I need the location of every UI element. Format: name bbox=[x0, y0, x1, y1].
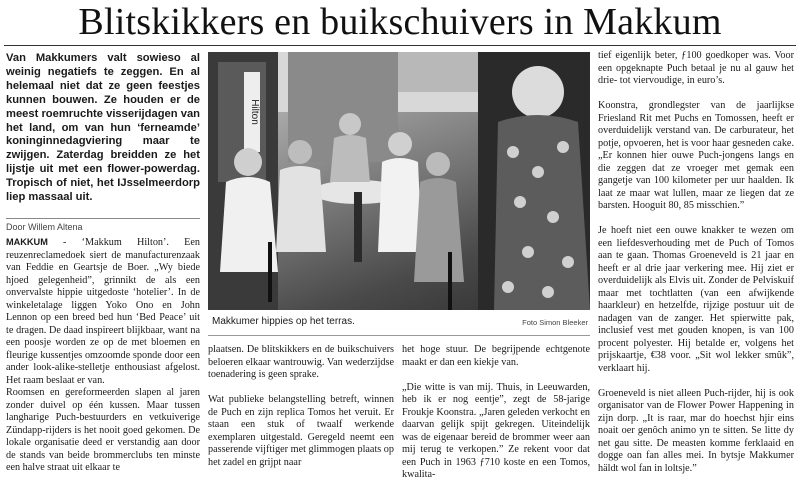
column-1 bbox=[6, 236, 200, 490]
column-4-paragraph-4: Groeneveld is niet alleen Puch-rijder, hij is ook organisator van de Flower Power Happening in zijn dorp. „It is raar, mar do hoechst hjir eins noait oer genôch animo yn te sitten. Se litte dy net gau sitte. De measten komme ferklaaid en dogge oan fan alles mei. In bytsje Makkumer häldt wol fan in loltsje.” bbox=[598, 387, 794, 474]
hotel-sign-text: Hilton bbox=[249, 99, 260, 125]
column-4-paragraph-1: tief eigenlijk beter, ƒ100 goedkoper was. Voor een opgeknapte Puch betaal je nu al gauw het drie- tot viervoudige, in euro’s. bbox=[598, 50, 794, 86]
photo-credit: Foto Simon Bleeker bbox=[522, 318, 588, 327]
column-2-paragraph-1: plaatsen. De blitskikkers en de buikschuivers beloeren elkaar wantrouwig. Van wederzijdse toenadering is geen sprake. bbox=[208, 344, 394, 380]
lead-paragraph: Van Makkumers valt sowieso al weinig negatiefs te zeggen. En al helemaal niet dat ze geen feestjes kunnen bouwen. Ze houden er de meest roemruchte visserijdagen van het land, om van hun ‘ferneamde’ koninginnedagviering maar te zwijgen. Zaterdag breidden ze het lijstje uit met een flower-powerdag. Tropisch of niet, het IJsselmeerdorp liep massaal uit. bbox=[6, 52, 201, 204]
photo-caption: Makkumer hippies op het terras. bbox=[212, 316, 355, 327]
column-2-paragraph-2: Wat publieke belangstelling betreft, winnen de Puch en zijn replica Tomos het veruit. Er staan een stuk of twaalf werkende exemplaren uitgestald. Geregeld neemt een passerende vijftiger met glimmogen plaats op het zadel en grijpt naar bbox=[208, 394, 394, 468]
column-3-paragraph-2: „Die witte is van mij. Thuis, in Leeuwarden, heb ik er nog eentje”, zegt de 58-jarige Froukje Koonstra. „Jaren geleden verkocht en daarvan gelijk spijt gekregen. Uiteindelijk was de eigenaar bereid de brommer weer aan mij terug te verkopen.” Ze rekent voor dat een Puch in 1963 ƒ710 koste en een Tomos, kwalita- bbox=[402, 381, 590, 480]
headline-rule bbox=[4, 45, 796, 46]
byline: Door Willem Altena bbox=[6, 222, 83, 232]
column-4-paragraph-2: Koonstra, grondlegster van de jaarlijkse Friesland Rit met Puchs en Tomossen, heeft er overduidelijk verstand van. De carburateur, het potje, opvoeren, het is voor haar gesneden cake. „Er konnen hier ouwe Puch-jongens langs en die zeggen dat ze vroeger met gemak een gangetje van 100 kilometer per uur haalden. Ik laat ze maar wat lullen, maar ze liegen dat ze barsten. Hooguit 80, 85 misschien.” bbox=[598, 100, 794, 211]
byline-rule bbox=[6, 218, 200, 219]
dateline: MAKKUM bbox=[6, 237, 48, 247]
column-4 bbox=[598, 50, 794, 490]
column-4-paragraph-3: Je hoeft niet een ouwe knakker te wezen om een liefdesverhouding met de Puch of Tomos aan te gaan. Thomas Groeneveld is 21 jaar en heeft er al drie jaar verkering mee. Hij ziet er overduidelijk als Elvis uit. Zonder de Pelviskuif maar met tochtlatten (van een afwijkende haarkleur) en hetzelfde, rijzige postuur uit de nadagen van de zanger. Het spierwitte pak, inclusief vest met gouden knopen, is van 100 procent polyester. Hij betalde er, volgens het prijskaartje, €38 voor. „Sit wol lekker smûk”, verklaart hij. bbox=[598, 225, 794, 374]
photo-illustration bbox=[208, 52, 590, 310]
column-1-paragraph-2: Roomsen en gereformeerden slapen al jaren zonder duivel op één kussen. Maar tussen langharige Puch-bestuurders en vetkuiverige Zündapp-rijders is het nooit goed gekomen. De lokale organisatie deed er verstandig aan door de stands van beide brommerclubs ten minste een halve straat uit elkaar te bbox=[6, 387, 200, 473]
column-1-paragraph-1: MAKKUM - ‘Makkum Hilton’. Een reuzenreclamedoek siert de manufacturenzaak van Feddie en Geartsje de Boer. „Wy biede hjoed gelegenheid”, grinnikt de als een onvervalste hippie uitgedoste ‘hotelier’. In de winkeletalage liggen Yoko Ono en John Lennon op een breed bed hun ‘Bed Peace’ uit te dragen. De daad inspireert blijkbaar, want na een poosje worden ze op de met bloemen en fleurige kussentjes omzoomde sponde door een ander look-alike-stelletje enthousiast afgelost. Het raam beslaat er van. bbox=[6, 237, 200, 386]
column-2 bbox=[208, 344, 394, 490]
caption-rule bbox=[208, 335, 590, 336]
column-3 bbox=[402, 344, 590, 490]
column-3-paragraph-1: het hoge stuur. De begrijpende echtgenote maakt er dan een kiekje van. bbox=[402, 344, 590, 368]
news-photo bbox=[208, 52, 590, 310]
headline: Blitskikkers en buikschuivers in Makkum bbox=[78, 1, 722, 43]
